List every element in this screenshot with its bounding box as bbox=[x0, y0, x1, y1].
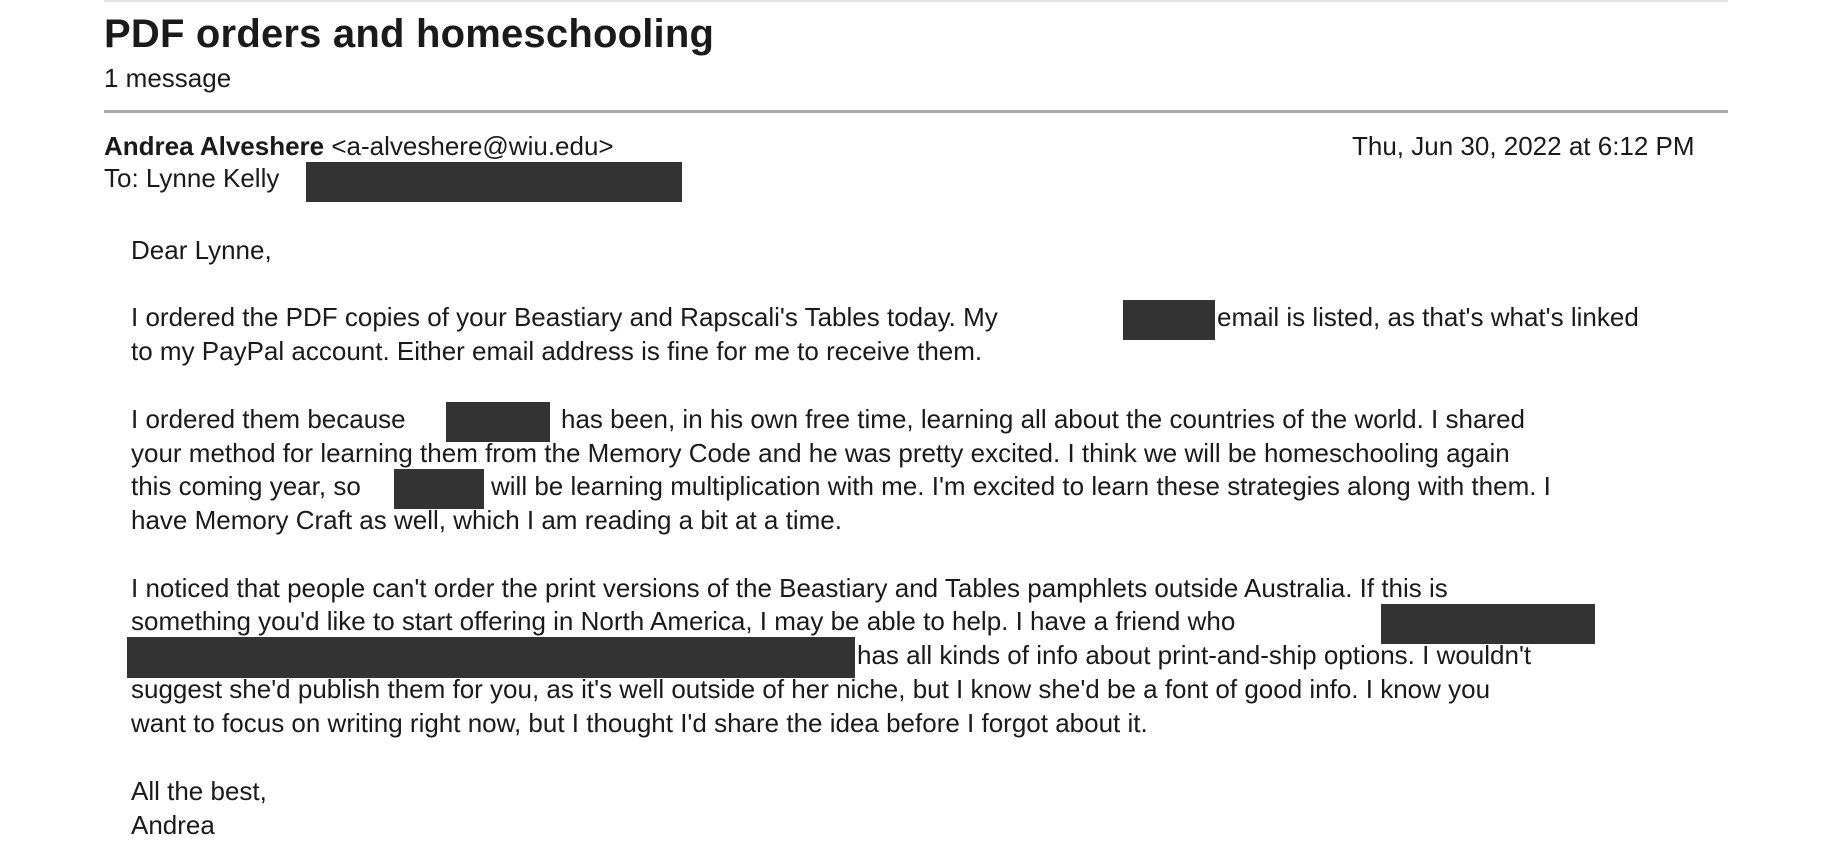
body-line: have Memory Craft as well, which I am reading a bit at a time. bbox=[131, 505, 842, 535]
signature: Andrea bbox=[131, 810, 215, 840]
body-line: has all kinds of info about print-and-ship options. I wouldn't bbox=[857, 640, 1532, 670]
redaction-box bbox=[1381, 604, 1595, 644]
redaction-box bbox=[127, 637, 855, 678]
body-line: this coming year, so bbox=[131, 471, 361, 501]
sender-line bbox=[104, 131, 614, 162]
redaction-box bbox=[394, 469, 484, 509]
redaction-box bbox=[1123, 300, 1215, 340]
sender-name: Andrea Alveshere bbox=[104, 131, 325, 161]
top-rule bbox=[104, 0, 1728, 2]
body-line: has been, in his own free time, learning all about the countries of the world. I shared bbox=[561, 404, 1526, 434]
body-line: I ordered them because bbox=[131, 404, 406, 434]
message-count: 1 message bbox=[104, 63, 232, 93]
body-line: will be learning multiplication with me. I'm excited to learn these strategies along with them. I bbox=[491, 471, 1551, 501]
redaction-box bbox=[446, 402, 550, 442]
body-line: to my PayPal account. Either email address is fine for me to receive them. bbox=[131, 336, 983, 366]
header-divider bbox=[104, 110, 1728, 113]
body-line: want to focus on writing right now, but I thought I'd share the idea before I forgot about it. bbox=[131, 708, 1148, 738]
body-line: I noticed that people can't order the print versions of the Beastiary and Tables pamphlets outside Australia. If this is bbox=[131, 573, 1448, 603]
sender-email: <a-alveshere@wiu.edu> bbox=[331, 131, 614, 161]
body-line: email is listed, as that's what's linked bbox=[1217, 302, 1639, 332]
body-line: I ordered the PDF copies of your Beastiary and Rapscali's Tables today. My bbox=[131, 302, 998, 332]
redaction-box bbox=[306, 162, 682, 202]
recipient-line: To: Lynne Kelly bbox=[104, 163, 280, 193]
email-date: Thu, Jun 30, 2022 at 6:12 PM bbox=[1352, 131, 1695, 161]
email-subject: PDF orders and homeschooling bbox=[104, 12, 715, 56]
body-line: suggest she'd publish them for you, as it's well outside of her niche, but I know she'd be a font of good info. I know you bbox=[131, 674, 1491, 704]
greeting: Dear Lynne, bbox=[131, 235, 272, 265]
body-line: something you'd like to start offering in North America, I may be able to help. I have a friend who bbox=[131, 606, 1236, 636]
body-line: your method for learning them from the Memory Code and he was pretty excited. I think we will be homeschooling again bbox=[131, 438, 1510, 468]
closing: All the best, bbox=[131, 776, 267, 806]
